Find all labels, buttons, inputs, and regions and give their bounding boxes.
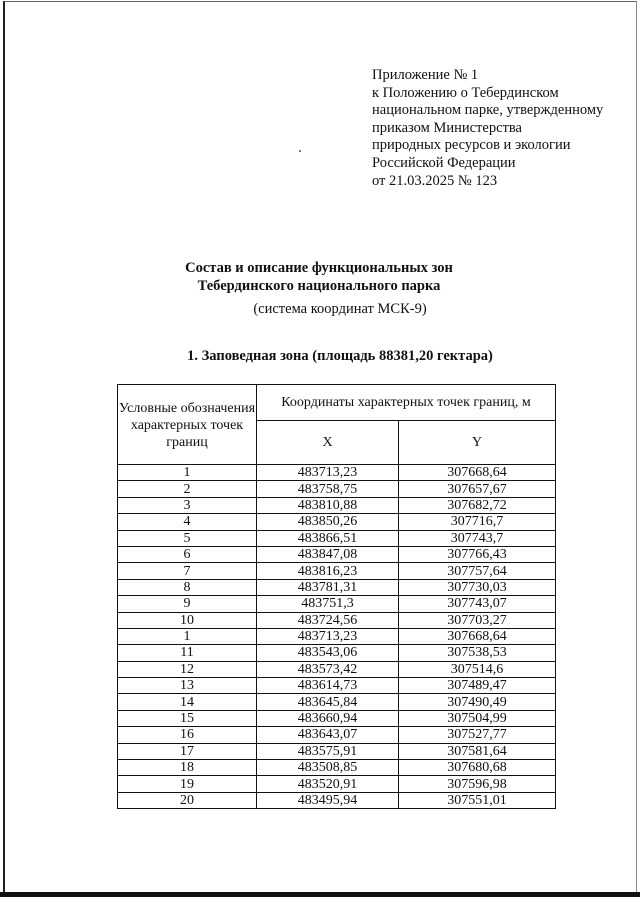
x-coordinate-cell: 483781,31 (257, 579, 399, 595)
y-coordinate-cell: 307551,01 (399, 792, 556, 808)
table-row (118, 645, 556, 661)
x-coordinate-cell: 483520,91 (257, 776, 399, 792)
y-coordinate-cell: 307743,07 (399, 596, 556, 612)
header-y: Y (399, 420, 556, 464)
point-id-cell: 2 (118, 481, 257, 497)
point-id-cell: 1 (118, 628, 257, 644)
table-row (118, 727, 556, 743)
y-coordinate-cell: 307668,64 (399, 628, 556, 644)
table-row (118, 579, 556, 595)
x-coordinate-cell: 483816,23 (257, 563, 399, 579)
point-id-cell: 15 (118, 710, 257, 726)
scan-speck (299, 150, 301, 152)
appendix-line: национальном парке, утвержденному (372, 102, 604, 119)
x-coordinate-cell: 483614,73 (257, 678, 399, 694)
table-row (118, 628, 556, 644)
scan-bottom-edge (0, 892, 640, 897)
appendix-line: приказом Министерства (372, 119, 522, 136)
coordinates-table (117, 384, 556, 809)
y-coordinate-cell: 307730,03 (399, 579, 556, 595)
header-coordinates: Координаты характерных точек границ, м (257, 385, 556, 421)
point-id-cell: 3 (118, 497, 257, 513)
y-coordinate-cell: 307514,6 (399, 661, 556, 677)
x-coordinate-cell: 483643,07 (257, 727, 399, 743)
table-row (118, 792, 556, 808)
appendix-header (372, 67, 603, 190)
x-coordinate-cell: 483713,23 (257, 465, 399, 481)
table-row (118, 530, 556, 546)
table-row (118, 497, 556, 513)
point-id-cell: 16 (118, 727, 257, 743)
point-id-cell: 6 (118, 546, 257, 562)
zone-title: 1. Заповедная зона (площадь 88381,20 гектара) (187, 348, 493, 364)
coordinate-system-note: (система координат МСК-9) (253, 301, 427, 317)
y-coordinate-cell: 307657,67 (399, 481, 556, 497)
point-id-cell: 13 (118, 678, 257, 694)
table-row (118, 465, 556, 481)
table-row (118, 710, 556, 726)
table-row (118, 776, 556, 792)
table-row (118, 546, 556, 562)
y-coordinate-cell: 307489,47 (399, 678, 556, 694)
x-coordinate-cell: 483543,06 (257, 645, 399, 661)
appendix-line: Российской Федерации (372, 154, 516, 171)
table-row (118, 743, 556, 759)
y-coordinate-cell: 307716,7 (399, 514, 556, 530)
table-row (118, 678, 556, 694)
table-row (118, 514, 556, 530)
point-id-cell: 19 (118, 776, 257, 792)
y-coordinate-cell: 307668,64 (399, 465, 556, 481)
appendix-line: к Положению о Тебердинском (372, 84, 559, 101)
x-coordinate-cell: 483847,08 (257, 546, 399, 562)
point-id-cell: 20 (118, 792, 257, 808)
table-row (118, 694, 556, 710)
header-points: Условные обозначения характерных точек границ (118, 385, 257, 465)
y-coordinate-cell: 307538,53 (399, 645, 556, 661)
table-body (118, 465, 556, 809)
table-row (118, 760, 556, 776)
point-id-cell: 5 (118, 530, 257, 546)
x-coordinate-cell: 483713,23 (257, 628, 399, 644)
x-coordinate-cell: 483866,51 (257, 530, 399, 546)
document-title-line-2: Тебердинского национального парка (197, 278, 441, 294)
y-coordinate-cell: 307527,77 (399, 727, 556, 743)
document-title-line-1: Состав и описание функциональных зон (185, 260, 453, 276)
table-row (118, 563, 556, 579)
appendix-line: природных ресурсов и экологии (372, 137, 571, 154)
x-coordinate-cell: 483645,84 (257, 694, 399, 710)
x-coordinate-cell: 483660,94 (257, 710, 399, 726)
y-coordinate-cell: 307504,99 (399, 710, 556, 726)
point-id-cell: 14 (118, 694, 257, 710)
header-x: X (257, 420, 399, 464)
x-coordinate-cell: 483850,26 (257, 514, 399, 530)
x-coordinate-cell: 483508,85 (257, 760, 399, 776)
point-id-cell: 9 (118, 596, 257, 612)
table-row (118, 612, 556, 628)
appendix-line: от 21.03.2025 № 123 (372, 172, 498, 189)
y-coordinate-cell: 307743,7 (399, 530, 556, 546)
point-id-cell: 8 (118, 579, 257, 595)
y-coordinate-cell: 307766,43 (399, 546, 556, 562)
point-id-cell: 11 (118, 645, 257, 661)
table-row (118, 596, 556, 612)
y-coordinate-cell: 307682,72 (399, 497, 556, 513)
point-id-cell: 10 (118, 612, 257, 628)
x-coordinate-cell: 483751,3 (257, 596, 399, 612)
x-coordinate-cell: 483810,88 (257, 497, 399, 513)
y-coordinate-cell: 307703,27 (399, 612, 556, 628)
point-id-cell: 17 (118, 743, 257, 759)
point-id-cell: 7 (118, 563, 257, 579)
point-id-cell: 18 (118, 760, 257, 776)
x-coordinate-cell: 483495,94 (257, 792, 399, 808)
y-coordinate-cell: 307581,64 (399, 743, 556, 759)
x-coordinate-cell: 483573,42 (257, 661, 399, 677)
y-coordinate-cell: 307596,98 (399, 776, 556, 792)
y-coordinate-cell: 307757,64 (399, 563, 556, 579)
y-coordinate-cell: 307680,68 (399, 760, 556, 776)
x-coordinate-cell: 483758,75 (257, 481, 399, 497)
appendix-line: Приложение № 1 (372, 67, 479, 83)
table-row (118, 661, 556, 677)
point-id-cell: 1 (118, 465, 257, 481)
table-row (118, 481, 556, 497)
x-coordinate-cell: 483724,56 (257, 612, 399, 628)
y-coordinate-cell: 307490,49 (399, 694, 556, 710)
point-id-cell: 12 (118, 661, 257, 677)
x-coordinate-cell: 483575,91 (257, 743, 399, 759)
point-id-cell: 4 (118, 514, 257, 530)
